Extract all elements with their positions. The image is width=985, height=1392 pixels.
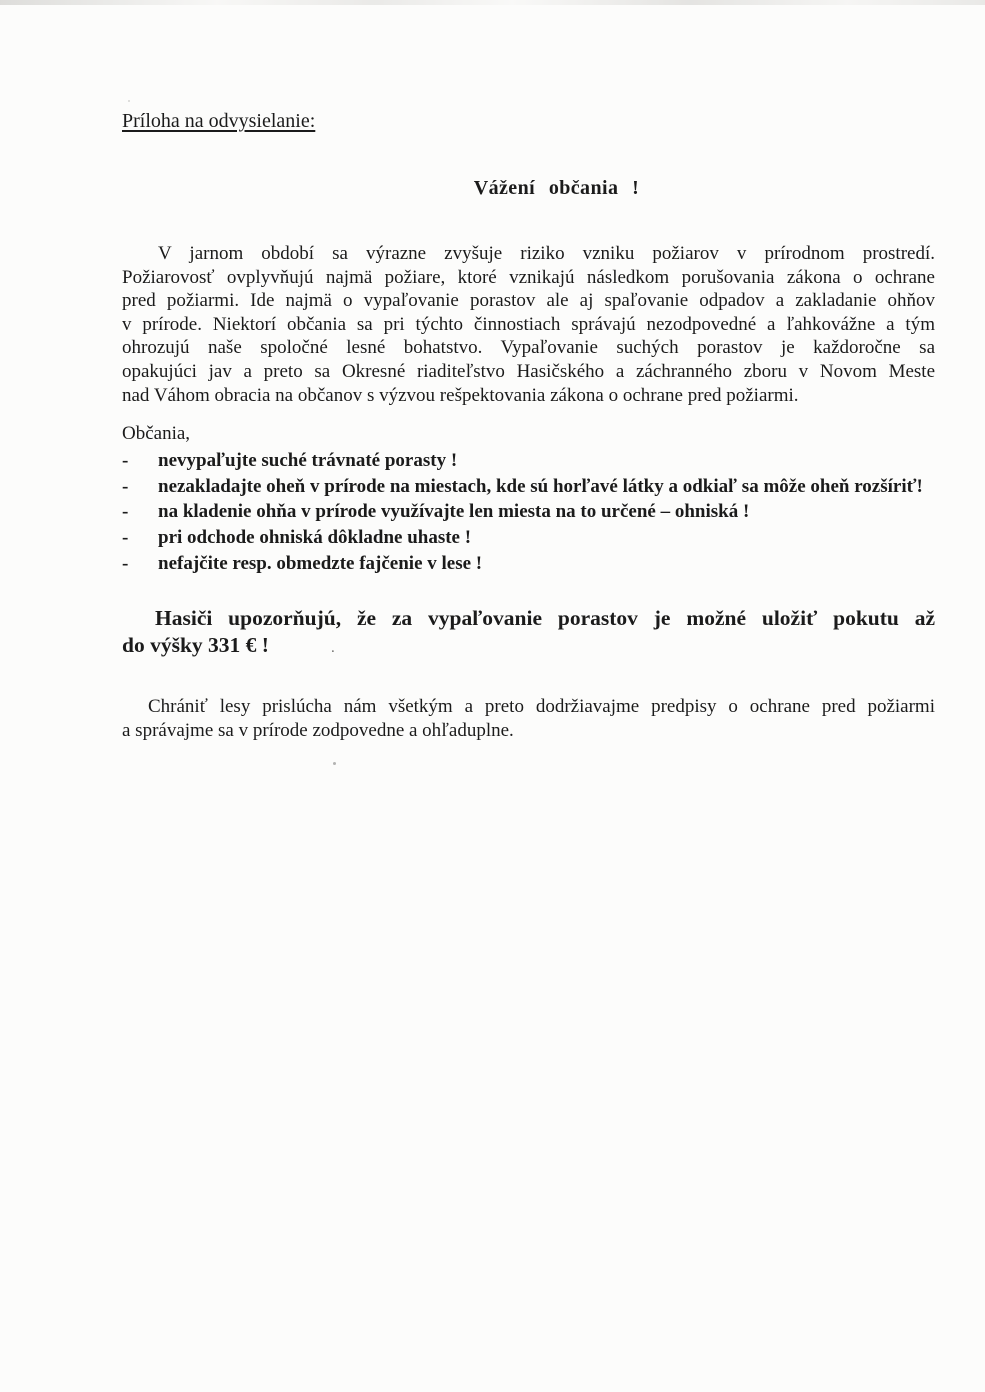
list-item [122,551,935,577]
bullet-marker: - [122,450,129,472]
list-item-text: pri odchode ohniská dôkladne uhaste ! [158,526,472,548]
list-item [122,525,935,551]
list-item [122,448,935,474]
fire-safety-list [122,448,935,576]
paragraph-line: Požiarovosť ovplyvňujú najmä požiare, ktoré vznikajú následkom porušovania zákona o ochrane [122,266,935,288]
paragraph-line: Chrániť lesy prislúcha nám všetkým a preto dodržiavajme predpisy o ochrane pred požiarmi [148,696,935,718]
paragraph-line: pred požiarmi. Ide najmä o vypaľovanie porastov ale aj spaľovanie odpadov a zakladanie ohňov [122,290,935,312]
bullet-marker: - [122,501,129,523]
salutation: Občania, [122,423,191,445]
paragraph-line: nad Váhom obracia na občanov s výzvou rešpektovania zákona o ochrane pred požiarmi. [122,384,799,406]
bullet-marker: - [122,552,129,574]
paragraph-line: Hasiči upozorňujú, že za vypaľovanie porastov je možné uložiť pokutu až [155,606,935,631]
paragraph-line: v prírode. Niektorí občania sa pri týchto činnostiach správajú nezodpovedné a ľahkovážne a tým [122,313,935,335]
paragraph-line: V jarnom období sa výrazne zvyšuje riziko vzniku požiarov v prírodnom prostredí. [158,243,935,264]
list-item-text: nezakladajte oheň v prírode na miestach, kde sú horľavé látky a odkiaľ sa môže oheň rozšíriť! [158,475,923,497]
list-item-text: nevypaľujte suché trávnaté porasty ! [158,450,458,472]
list-item-text: nefajčite resp. obmedzte fajčenie v lese ! [158,552,483,574]
attachment-label: Príloha na odvysielanie: [122,110,316,132]
stray-ink-mark: . [330,640,335,657]
intro-paragraph [122,242,935,407]
bullet-marker: - [122,526,129,548]
list-item-text: na kladenie ohňa v prírode využívajte len miesta na to určené – ohniská ! [158,501,750,523]
paragraph-line: opakujúci jav a preto sa Okresné riaditeľstvo Hasičského a záchranného zboru v Novom Meste [122,360,935,382]
list-item [122,499,935,525]
paragraph-line: a správajme sa v prírode zodpovedne a ohľaduplne. [122,720,514,742]
scan-speck [333,762,336,765]
scan-speck [128,100,130,102]
document-title: Vážení občania ! [473,177,640,199]
list-item [122,474,935,500]
bullet-marker: - [122,475,129,497]
paragraph-line [122,632,935,662]
closing-paragraph [122,695,935,743]
penalty-amount-line: do výšky 331 € ! [122,633,269,658]
paragraph-line: ohrozujú naše spoločné lesné bohatstvo. Vypaľovanie suchých porastov je každoročne sa [122,337,935,359]
penalty-warning-paragraph [122,605,935,662]
